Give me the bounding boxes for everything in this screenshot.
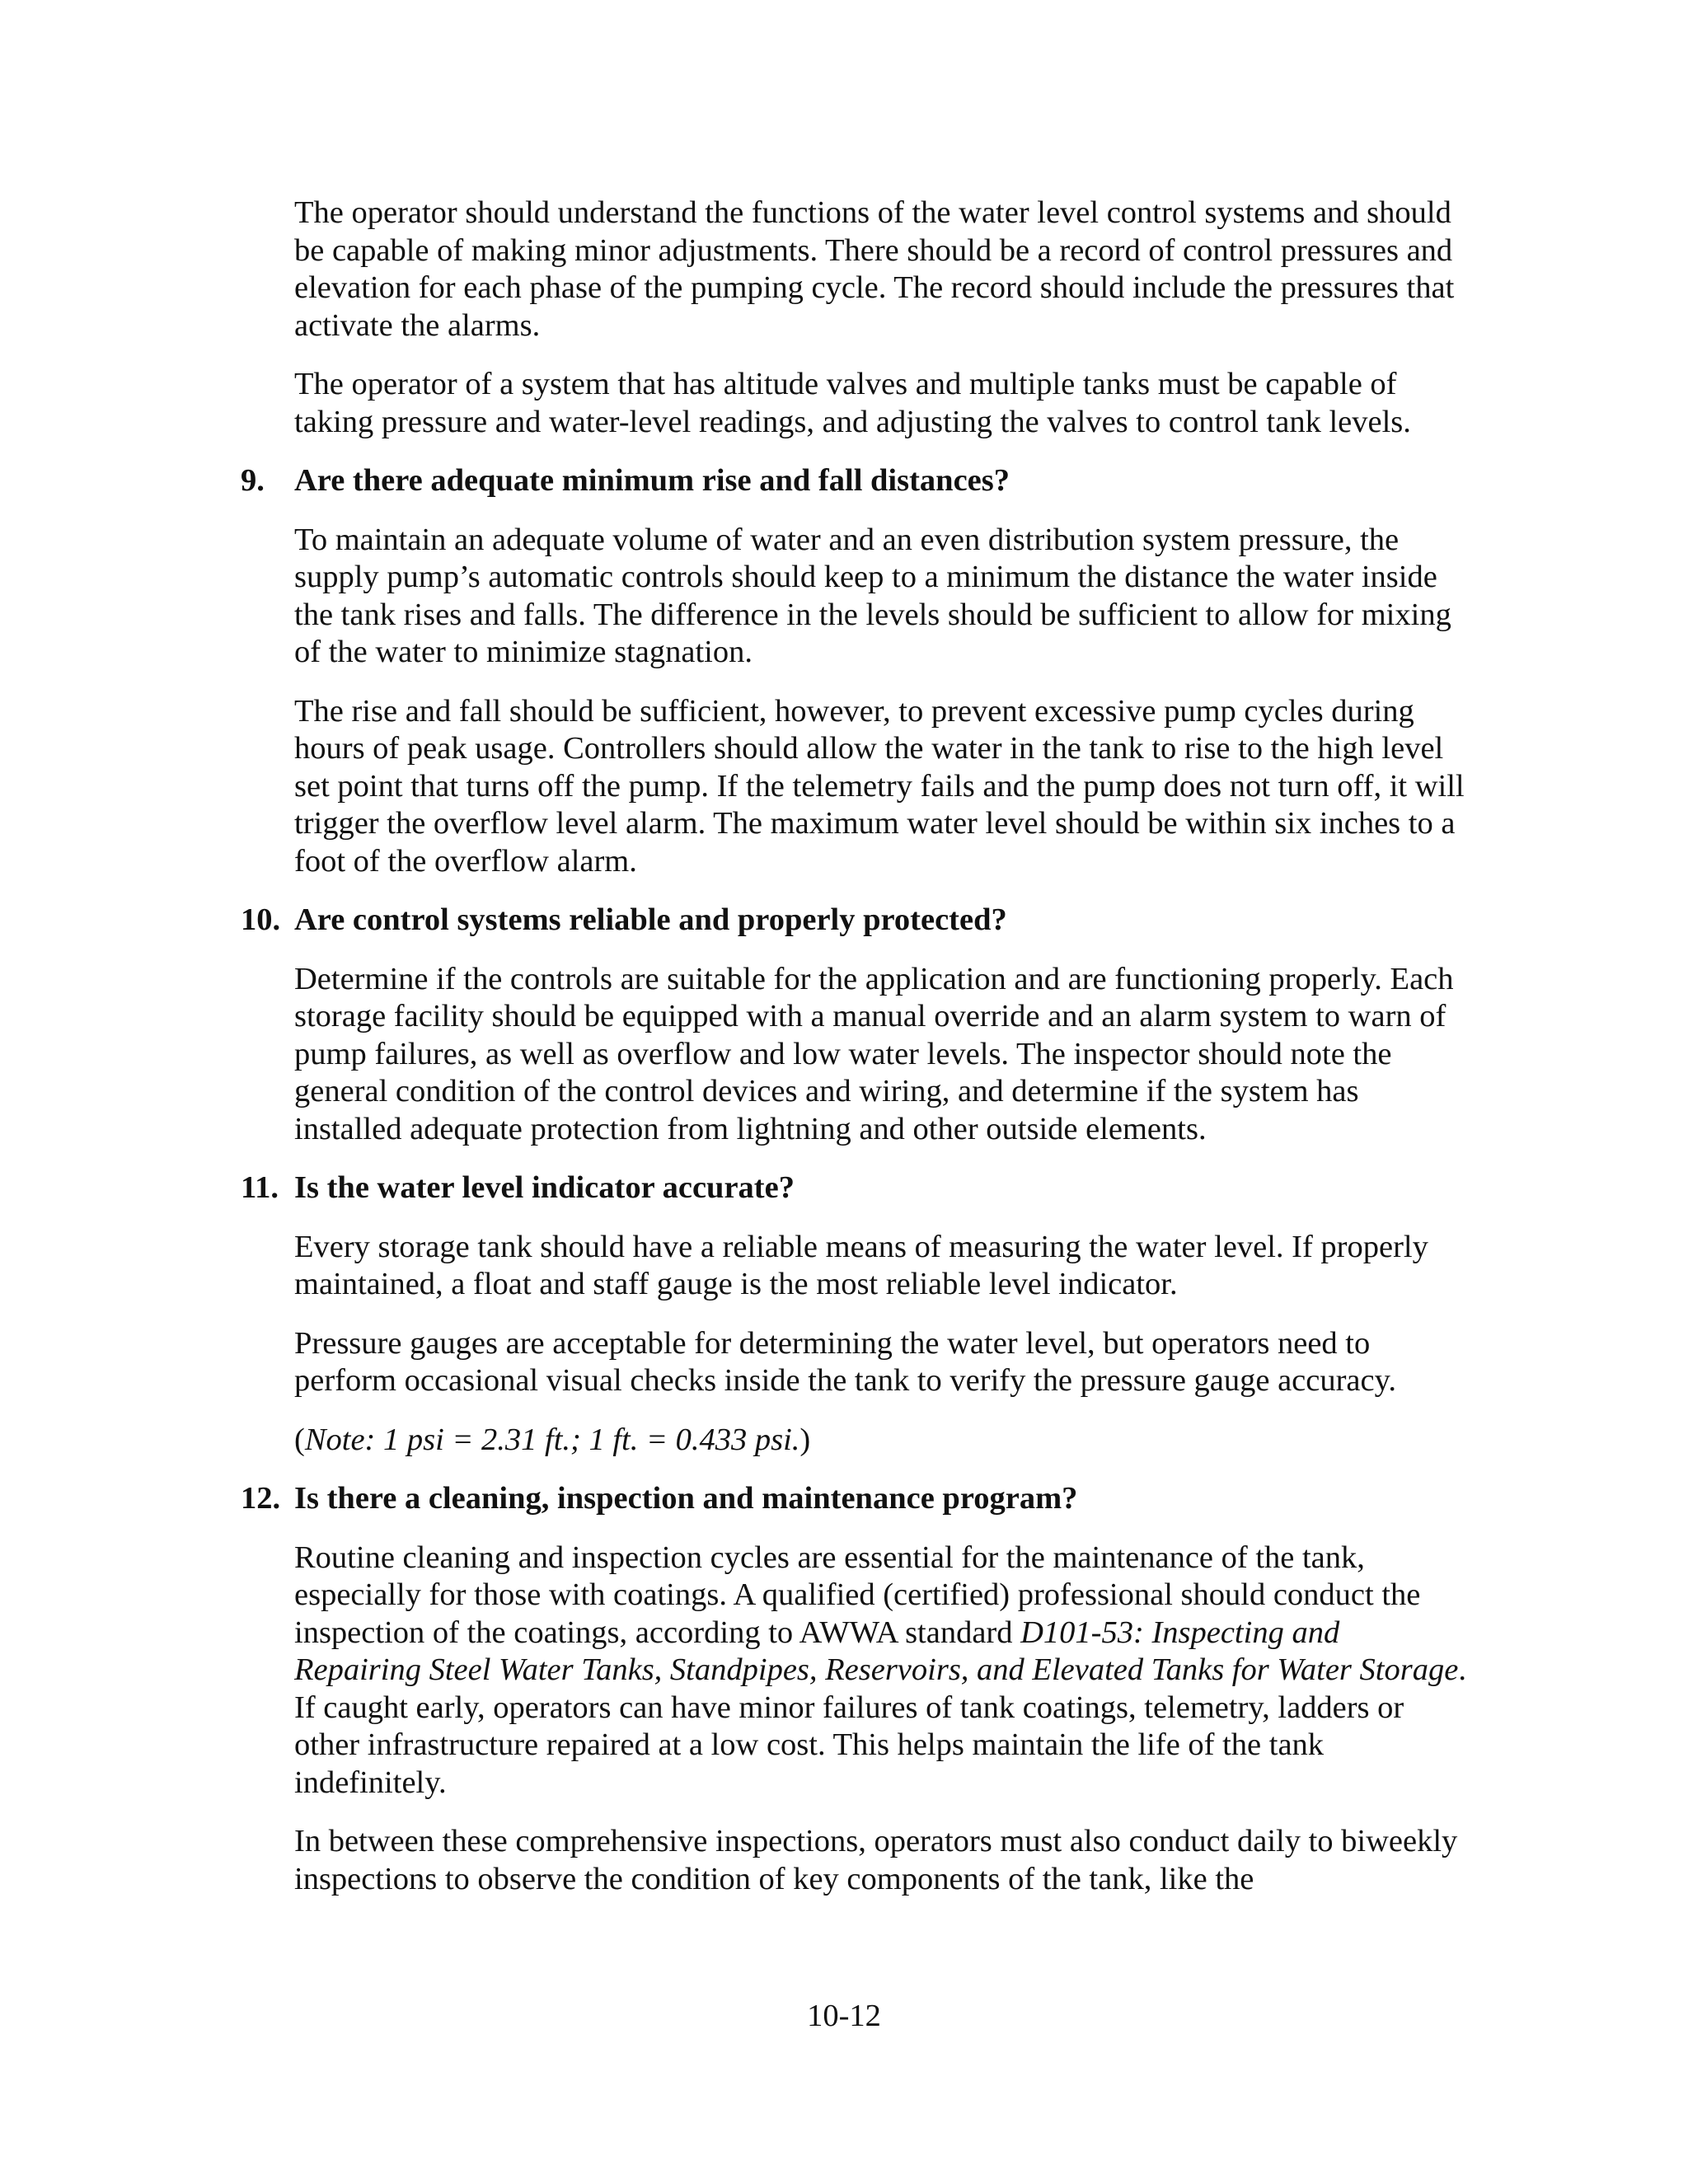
conversion-note — [294, 1422, 1469, 1460]
page-body — [241, 194, 1469, 1919]
question-12-paragraph-1 — [294, 1540, 1469, 1802]
question-12-title: Is there a cleaning, inspection and maintenance program? — [294, 1481, 1078, 1516]
question-12-p1-start: Routine cleaning and inspection cycles are essential for the maintenance of the tank, especially for those with coatings. A qualified (certified) professional should conduct the inspection of the coatings, according to AWWA standard — [294, 1540, 1421, 1650]
question-9-heading — [241, 462, 1469, 500]
question-11-title: Is the water level indicator accurate? — [294, 1170, 795, 1205]
question-10-heading — [241, 902, 1469, 940]
awwa-standard-title: D101-53: Inspecting and Repairing Steel Water Tanks, Standpipes, Reservoirs, and Elevated Tanks for Water Storage — [294, 1615, 1459, 1687]
note-text: Note: 1 psi = 2.31 ft.; 1 ft. = 0.433 psi. — [304, 1422, 800, 1457]
question-9-number: 9. — [241, 463, 265, 498]
intro-paragraph-2: The operator of a system that has altitude valves and multiple tanks must be capable of taking pressure and water-level readings, and adjusting the valves to control tank levels. — [294, 367, 1411, 439]
question-12-paragraph-2: In between these comprehensive inspections, operators must also conduct daily to biweekly inspections to observe the condition of key components of the tank, like the — [294, 1824, 1458, 1896]
question-10-paragraph-1: Determine if the controls are suitable for the application and are functioning properly. Each storage facility should be equipped with a manual override and an alarm system to warn of pump failures, as well as overflow and low water levels. The inspector should note the general condition of the control devices and wiring, and determine if the system has installed adequate protection from lightning and other outside elements. — [294, 961, 1454, 1146]
page-number: 10-12 — [807, 1999, 881, 2033]
intro-paragraph-1: The operator should understand the functions of the water level control systems and should be capable of making minor adjustments. There should be a record of control pressures and elevation for each phase of the pumping cycle. The record should include the pressures that activate the alarms. — [294, 195, 1455, 343]
question-9-paragraph-1: To maintain an adequate volume of water and an even distribution system pressure, the supply pump’s automatic controls should keep to a minimum the distance the water inside the tank rises and falls. The difference in the levels should be sufficient to allow for mixing of the water to minimize stagnation. — [294, 522, 1451, 669]
question-9-paragraph-2: The rise and fall should be sufficient, however, to prevent excessive pump cycles during hours of peak usage. Controllers should allow the water in the tank to rise to the high level set point that turns off the pump. If the telemetry fails and the pump does not turn off, it will trigger the overflow level alarm. The maximum water level should be within six inches to a foot of the overflow alarm. — [294, 693, 1465, 879]
note-close-paren: ) — [799, 1422, 811, 1457]
question-12-number: 12. — [241, 1481, 281, 1516]
question-9-title: Are there adequate minimum rise and fall distances? — [294, 463, 1010, 498]
question-11-paragraph-2: Pressure gauges are acceptable for determining the water level, but operators need to perform occasional visual checks inside the tank to verify the pressure gauge accuracy. — [294, 1325, 1396, 1398]
note-open-paren: ( — [294, 1422, 305, 1457]
question-12-heading — [241, 1480, 1469, 1518]
question-11-number: 11. — [241, 1170, 279, 1205]
question-12-p1-end: . If caught early, operators can have minor failures of tank coatings, telemetry, ladders or other infrastructure repaired at a low cost. This helps maintain the life of the tank indefinitely. — [294, 1652, 1466, 1800]
question-10-title: Are control systems reliable and properly protected? — [294, 902, 1007, 937]
question-10-number: 10. — [241, 902, 281, 937]
question-11-paragraph-1: Every storage tank should have a reliable means of measuring the water level. If properly maintained, a float and staff gauge is the most reliable level indicator. — [294, 1229, 1428, 1301]
question-11-heading — [241, 1169, 1469, 1207]
